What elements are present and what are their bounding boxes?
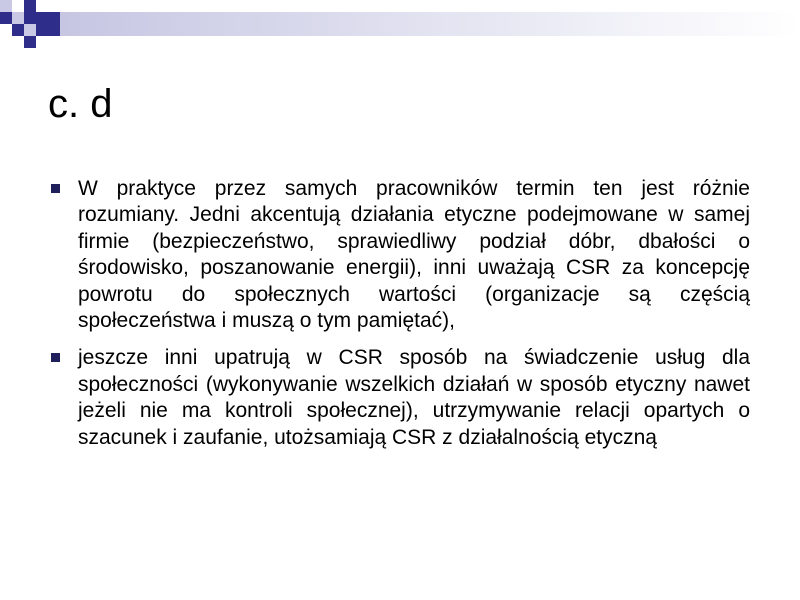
slide-title: c. d	[48, 82, 113, 126]
bullet-text: jeszcze inni upatrują w CSR sposób na świadczenie usług dla społeczności (wykonywanie wszelkich działań w sposób etyczny nawet jeżeli nie ma kontroli społecznej), utrzymywanie relacji opartych o szacunek i zaufanie, utożsamiają CSR z działalnością etyczną	[78, 346, 750, 449]
bullet-item	[50, 176, 750, 334]
square-bullet-icon	[51, 184, 60, 193]
bullet-text: W praktyce przez samych pracowników termin ten jest różnie rozumiany. Jedni akcentują działania etyczne podejmowane w samej firmie (bezpieczeństwo, sprawiedliwy podział dóbr, dbałości o środowisko, poszanowanie energii), inni uważają CSR za koncepcję powrotu do społecznych wartości (organizacje są częścią społeczeństwa i muszą o tym pamiętać),	[78, 177, 750, 333]
header-decoration	[0, 0, 800, 50]
bullet-item	[50, 345, 750, 451]
bullet-list	[50, 176, 750, 462]
square-bullet-icon	[51, 353, 60, 362]
